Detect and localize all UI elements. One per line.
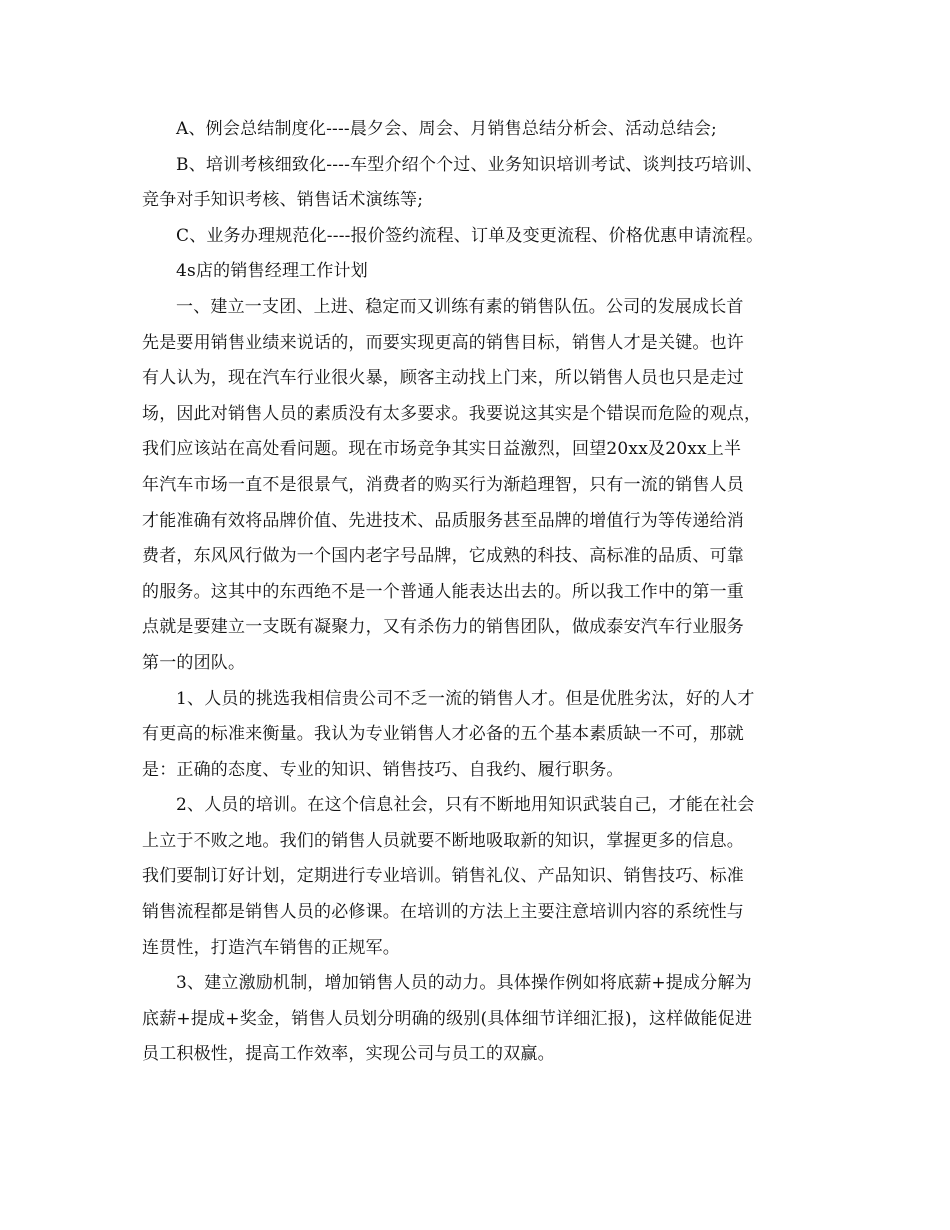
text-line: 2、人员的培训。在这个信息社会，只有不断地用知识武装自己，才能在社会 <box>176 795 755 816</box>
text-line: 场，因此对销售人员的素质没有太多要求。我要说这其实是个错误而危险的观点， <box>142 403 762 424</box>
paragraph-item-2 <box>142 788 812 966</box>
paragraph-c <box>142 219 812 255</box>
document-body <box>142 112 812 1073</box>
text-line: 有更高的标准来衡量。我认为专业销售人才必备的五个基本素质缺一不可，那就 <box>142 724 744 745</box>
text-line: 有人认为，现在汽车行业很火暴，顾客主动找上门来，所以销售人员也只是走过 <box>142 368 744 389</box>
text-line: C、业务办理规范化----报价签约流程、订单及变更流程、价格优惠申请流程。 <box>176 225 764 246</box>
text-line: B、培训考核细致化----车型介绍个个过、业务知识培训考试、谈判技巧培训、 <box>176 154 763 175</box>
text-line: A、例会总结制度化----晨夕会、周会、月销售总结分析会、活动总结会; <box>176 119 717 139</box>
text-line: 是：正确的态度、专业的知识、销售技巧、自我约、履行职务。 <box>142 759 624 780</box>
text-line: 点就是要建立一支既有凝聚力，又有杀伤力的销售团队，做成泰安汽车行业服务 <box>142 617 744 638</box>
text-line: 第一的团队。 <box>142 652 246 673</box>
paragraph-item-3 <box>142 966 812 1073</box>
text-line: 销售流程都是销售人员的必修课。在培训的方法上主要注意培训内容的系统性与 <box>142 902 744 923</box>
text-line: 年汽车市场一直不是很景气，消费者的购买行为渐趋理智，只有一流的销售人员 <box>142 474 744 495</box>
text-line: 费者，东风风行做为一个国内老字号品牌，它成熟的科技、高标准的品质、可靠 <box>142 546 744 567</box>
heading-text: 4s店的销售经理工作计划 <box>176 261 368 282</box>
text-line: 连贯性，打造汽车销售的正规军。 <box>142 937 400 958</box>
text-line: 我们应该站在高处看问题。现在市场竞争其实日益激烈，回望20xx及20xx上半 <box>142 439 742 460</box>
text-line: 先是要用销售业绩来说话的，而要实现更高的销售目标，销售人才是关键。也许 <box>142 332 744 353</box>
text-line: 员工积极性，提高工作效率，实现公司与员工的双赢。 <box>142 1044 555 1065</box>
text-line: 底薪+提成+奖金，销售人员划分明确的级别(具体细节详细汇报)，这样做能促进 <box>142 1008 753 1029</box>
text-line: 上立于不败之地。我们的销售人员就要不断地吸取新的知识，掌握更多的信息。 <box>142 830 744 851</box>
paragraph-b <box>142 148 812 219</box>
paragraph-item-1 <box>142 682 812 789</box>
section-heading <box>142 254 812 290</box>
text-line: 1、人员的挑选我相信贵公司不乏一流的销售人才。但是优胜劣汰，好的人才 <box>176 688 755 709</box>
text-line: 我们要制订好计划，定期进行专业培训。销售礼仪、产品知识、销售技巧、标准 <box>142 866 744 887</box>
paragraph-one <box>142 290 812 682</box>
text-line: 的服务。这其中的东西绝不是一个普通人能表达出去的。所以我工作中的第一重 <box>142 581 744 602</box>
text-line: 才能准确有效将品牌价值、先进技术、品质服务甚至品牌的增值行为等传递给消 <box>142 510 744 531</box>
paragraph-a <box>142 112 812 148</box>
text-line: 3、建立激励机制，增加销售人员的动力。具体操作例如将底薪+提成分解为 <box>176 973 752 994</box>
text-line: 竞争对手知识考核、销售话术演练等; <box>142 190 424 211</box>
text-line: 一、建立一支团、上进、稳定而又训练有素的销售队伍。公司的发展成长首 <box>176 296 744 317</box>
